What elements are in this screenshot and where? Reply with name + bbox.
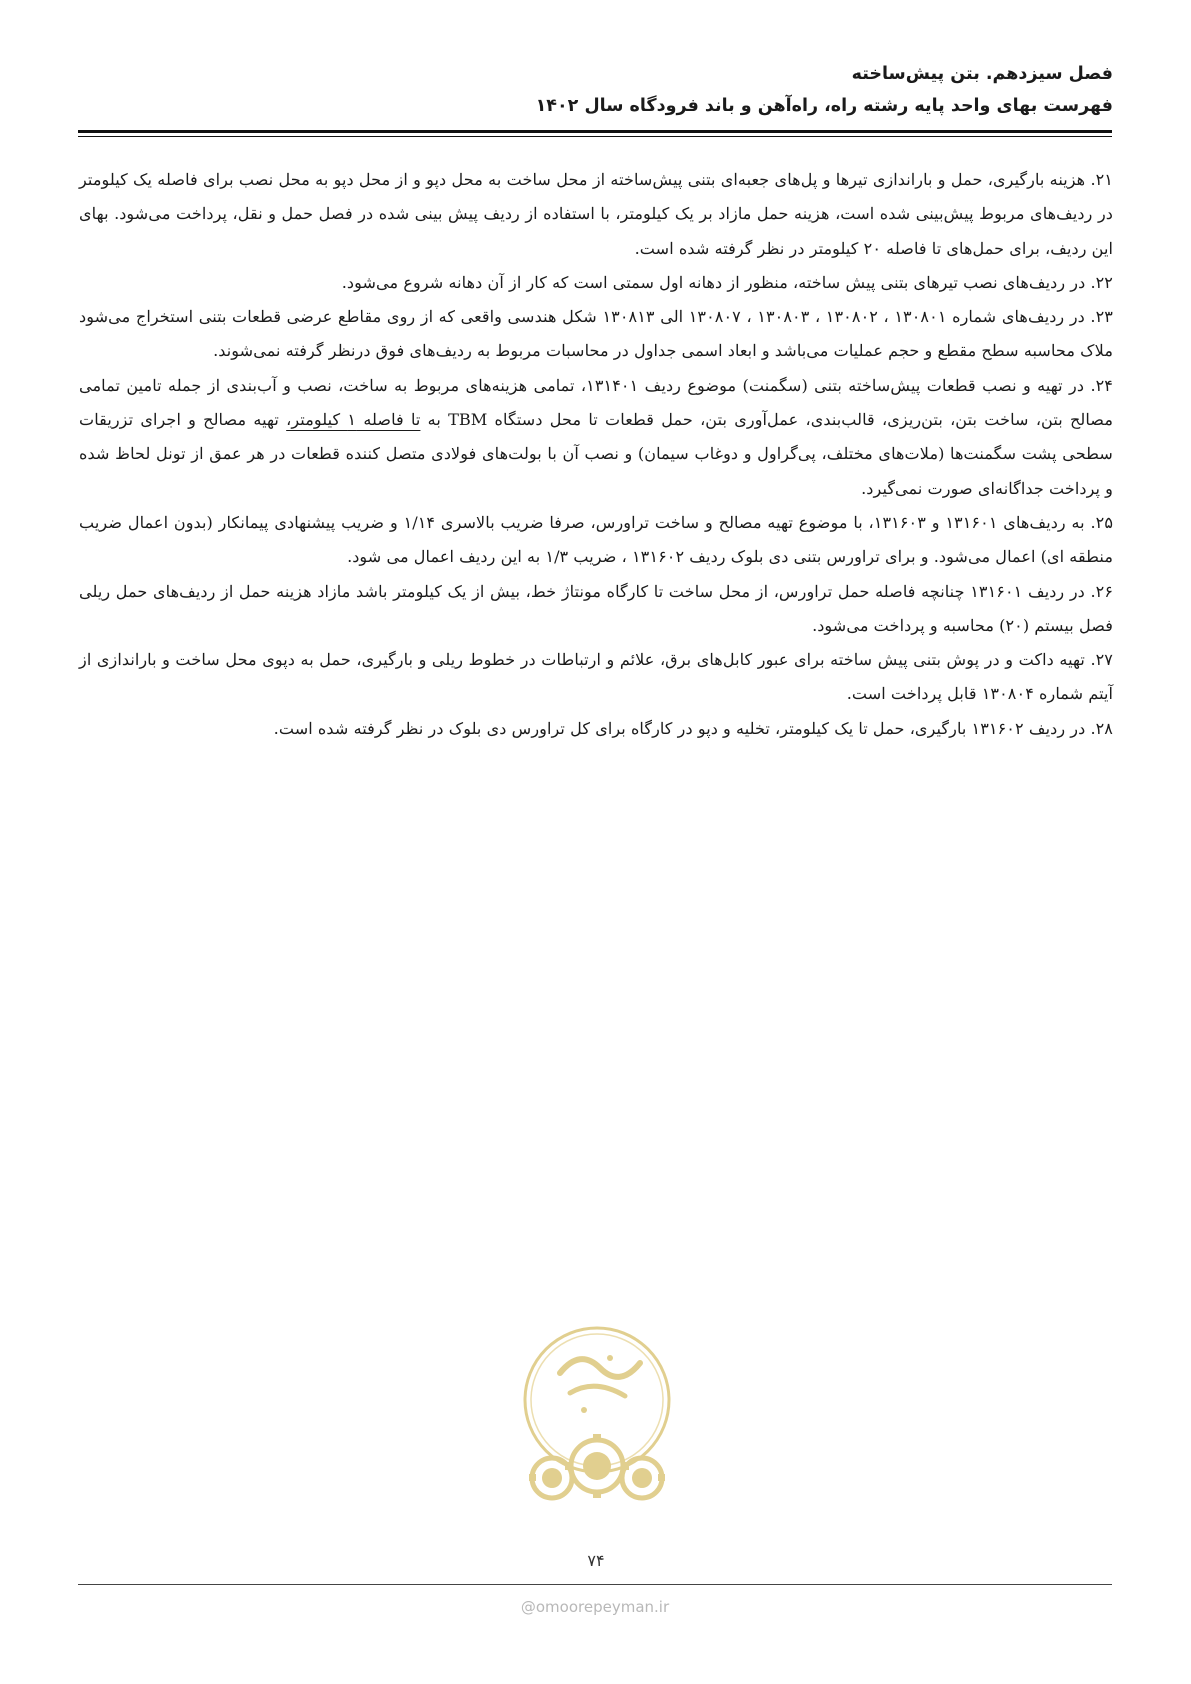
header-divider bbox=[78, 130, 1112, 137]
note-24-text-after: تهیه مصالح و اجرای تزریقات سطحی پشت سگمنت‌ها (ملات‌های مختلف، پی‌گراول و دوغاب سیمان) و نصب آن با بولت‌های فولادی متصل کننده قطعات در هر عمق از تونل لحاظ شده و پرداخت جداگانه‌ای صورت نمی‌گیرد. bbox=[79, 410, 1113, 498]
chapter-title: فصل سیزدهم. بتن پیش‌ساخته bbox=[851, 64, 1113, 84]
note-24-text-before: ۲۴. در تهیه و نصب قطعات پیش‌ساخته بتنی (سگمنت) موضوع ردیف ۱۳۱۴۰۱، تمامی هزینه‌های مربوط به ساخت، نصب و آب‌بندی از جمله تامین تمامی مصالح بتن، ساخت بتن، بتن‌ریزی، قالب‌بندی، عمل‌آوری بتن، حمل قطعات تا محل دستگاه TBM به bbox=[79, 375, 1114, 430]
note-28: ۲۸. در ردیف ۱۳۱۶۰۲ بارگیری، حمل تا یک کیلومتر، تخلیه و دپو در کارگاه برای کل تراورس دی بلوک در نظر گرفته شده است. bbox=[273, 718, 1113, 738]
gear-emblem-icon bbox=[500, 1318, 695, 1518]
note-24 bbox=[79, 369, 1113, 506]
footer-website: @omoorepeyman.ir bbox=[520, 1598, 670, 1616]
document-title: فهرست بهای واحد پایه رشته راه، راه‌آهن و باند فرودگاه سال ۱۴۰۲ bbox=[535, 96, 1113, 116]
note-23: ۲۳. در ردیف‌های شماره ۱۳۰۸۰۱ ، ۱۳۰۸۰۲ ، ۱۳۰۸۰۳ ، ۱۳۰۸۰۷ الی ۱۳۰۸۱۳ شکل هندسی واقعی که از روی مقاطع عرضی قطعات بتنی استخراج می‌شود ملاک محاسبه سطح مقطع و حجم عملیات می‌باشد و ابعاد اسمی جداول در محاسبات مربوط به ردیف‌های فوق درنظر گرفته نمی‌شوند. bbox=[79, 307, 1113, 361]
note-24-underlined-text: تا فاصله ۱ کیلومتر، bbox=[286, 410, 421, 430]
note-25: ۲۵. به ردیف‌های ۱۳۱۶۰۱ و ۱۳۱۶۰۳، با موضوع تهیه مصالح و ساخت تراورس، صرفا ضریب بالاسری ۱/۱۴ و ضریب پیشنهادی پیمانکار (بدون اعمال ضریب منطقه ای) اعمال می‌شود. و برای تراورس بتنی دی بلوک ردیف ۱۳۱۶۰۲ ، ضریب ۱/۳ به این ردیف اعمال می شود. bbox=[79, 512, 1114, 567]
footer-divider bbox=[78, 1584, 1112, 1585]
note-21: ۲۱. هزینه بارگیری، حمل و باراندازی تیرها و پل‌های جعبه‌ای بتنی پیش‌ساخته از محل ساخت به محل دپو و از محل دپو به محل نصب برای فاصله یک کیلومتر در ردیف‌های مربوط پیش‌بینی شده است، هزینه حمل مازاد بر یک کیلومتر، با استفاده از ردیف پیش بینی شده در فصل حمل و نقل، پرداخت می‌شود. بهای این ردیف، برای حمل‌های تا فاصله ۲۰ کیلومتر در نظر گرفته شده است. bbox=[79, 170, 1113, 258]
watermark-logo bbox=[500, 1318, 695, 1518]
page-number: ۷۴ bbox=[587, 1551, 605, 1570]
note-22: ۲۲. در ردیف‌های نصب تیرهای بتنی پیش ساخته، منظور از دهانه اول سمتی است که کار از آن دهانه شروع می‌شود. bbox=[341, 272, 1113, 292]
note-26: ۲۶. در ردیف ۱۳۱۶۰۱ چنانچه فاصله حمل تراورس، از محل ساخت تا کارگاه مونتاژ خط، بیش از یک کیلومتر باشد مازاد هزینه حمل از ردیف‌های حمل ریلی فصل بیستم (۲۰) محاسبه و پرداخت می‌شود. bbox=[79, 581, 1114, 635]
page-header bbox=[79, 58, 1113, 122]
notes-body bbox=[79, 163, 1113, 746]
note-27: ۲۷. تهیه داکت و در پوش بتنی پیش ساخته برای عبور کابل‌های برق، علائم و ارتباطات در خطوط ریلی و بارگیری، حمل به دپوی محل ساخت و باراندازی از آیتم شماره ۱۳۰۸۰۴ قابل پرداخت است. bbox=[79, 650, 1113, 704]
